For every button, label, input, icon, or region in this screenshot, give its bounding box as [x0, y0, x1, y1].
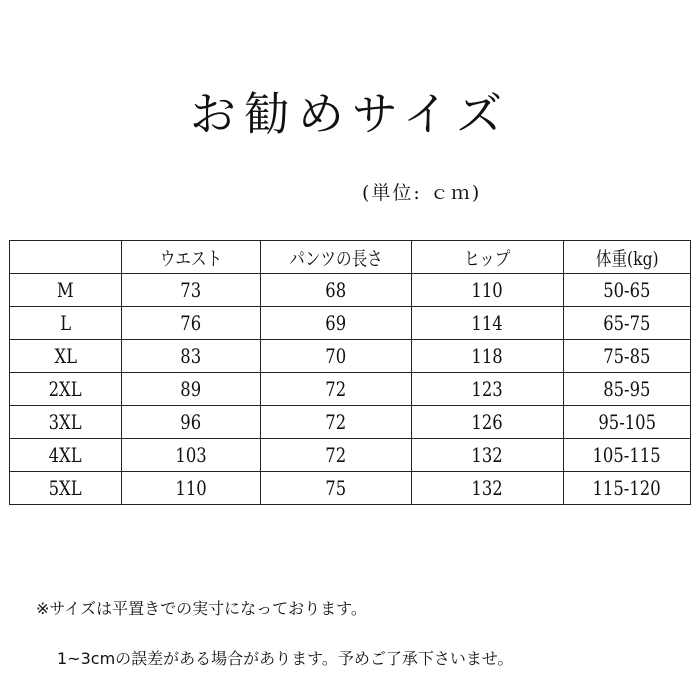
waist-cell: 89: [122, 373, 261, 406]
size-table: [9, 240, 691, 505]
weight-cell: 85-95: [564, 373, 691, 406]
pants-length-cell: 70: [261, 340, 412, 373]
unit-label: (単位: ｃｍ): [362, 182, 482, 204]
pants-length-cell: 69: [261, 307, 412, 340]
waist-cell: 103: [122, 439, 261, 472]
waist-cell: 73: [122, 274, 261, 307]
hip-cell: 132: [412, 472, 564, 505]
weight-cell: 65-75: [564, 307, 691, 340]
waist-cell: 110: [122, 472, 261, 505]
weight-cell: 105-115: [564, 439, 691, 472]
size-cell: 4XL: [10, 439, 122, 472]
waist-cell: 96: [122, 406, 261, 439]
table-row: [10, 373, 691, 406]
hip-cell: 132: [412, 439, 564, 472]
waist-cell: 76: [122, 307, 261, 340]
table-row: [10, 274, 691, 307]
pants-length-cell: 72: [261, 373, 412, 406]
pants-length-cell: 68: [261, 274, 412, 307]
table-row: [10, 307, 691, 340]
table-row: [10, 340, 691, 373]
size-cell: XL: [10, 340, 122, 373]
pants-length-cell: 72: [261, 439, 412, 472]
weight-cell: 95-105: [564, 406, 691, 439]
table-row: [10, 406, 691, 439]
hip-cell: 114: [412, 307, 564, 340]
weight-cell: 50-65: [564, 274, 691, 307]
hip-cell: 126: [412, 406, 564, 439]
size-cell: 5XL: [10, 472, 122, 505]
size-cell: 2XL: [10, 373, 122, 406]
weight-cell: 115-120: [564, 472, 691, 505]
table-header-row: [10, 241, 691, 274]
weight-cell: 75-85: [564, 340, 691, 373]
size-cell: L: [10, 307, 122, 340]
header-hip: ヒップ: [412, 241, 564, 274]
page-title: お勧めサイズ: [189, 87, 511, 141]
table-row: [10, 439, 691, 472]
hip-cell: 118: [412, 340, 564, 373]
table-row: [10, 472, 691, 505]
hip-cell: 123: [412, 373, 564, 406]
header-pants-length: パンツの長さ: [261, 241, 412, 274]
pants-length-cell: 72: [261, 406, 412, 439]
measurement-note: ※サイズは平置きでの実寸になっております。: [36, 599, 367, 618]
waist-cell: 83: [122, 340, 261, 373]
tolerance-note: 1~3cmの誤差がある場合があります。予めご了承下さいませ。: [57, 649, 514, 668]
size-cell: 3XL: [10, 406, 122, 439]
hip-cell: 110: [412, 274, 564, 307]
header-weight: 体重(kg): [564, 241, 691, 274]
size-cell: M: [10, 274, 122, 307]
header-waist: ウエスト: [122, 241, 261, 274]
pants-length-cell: 75: [261, 472, 412, 505]
header-size: [10, 241, 122, 274]
